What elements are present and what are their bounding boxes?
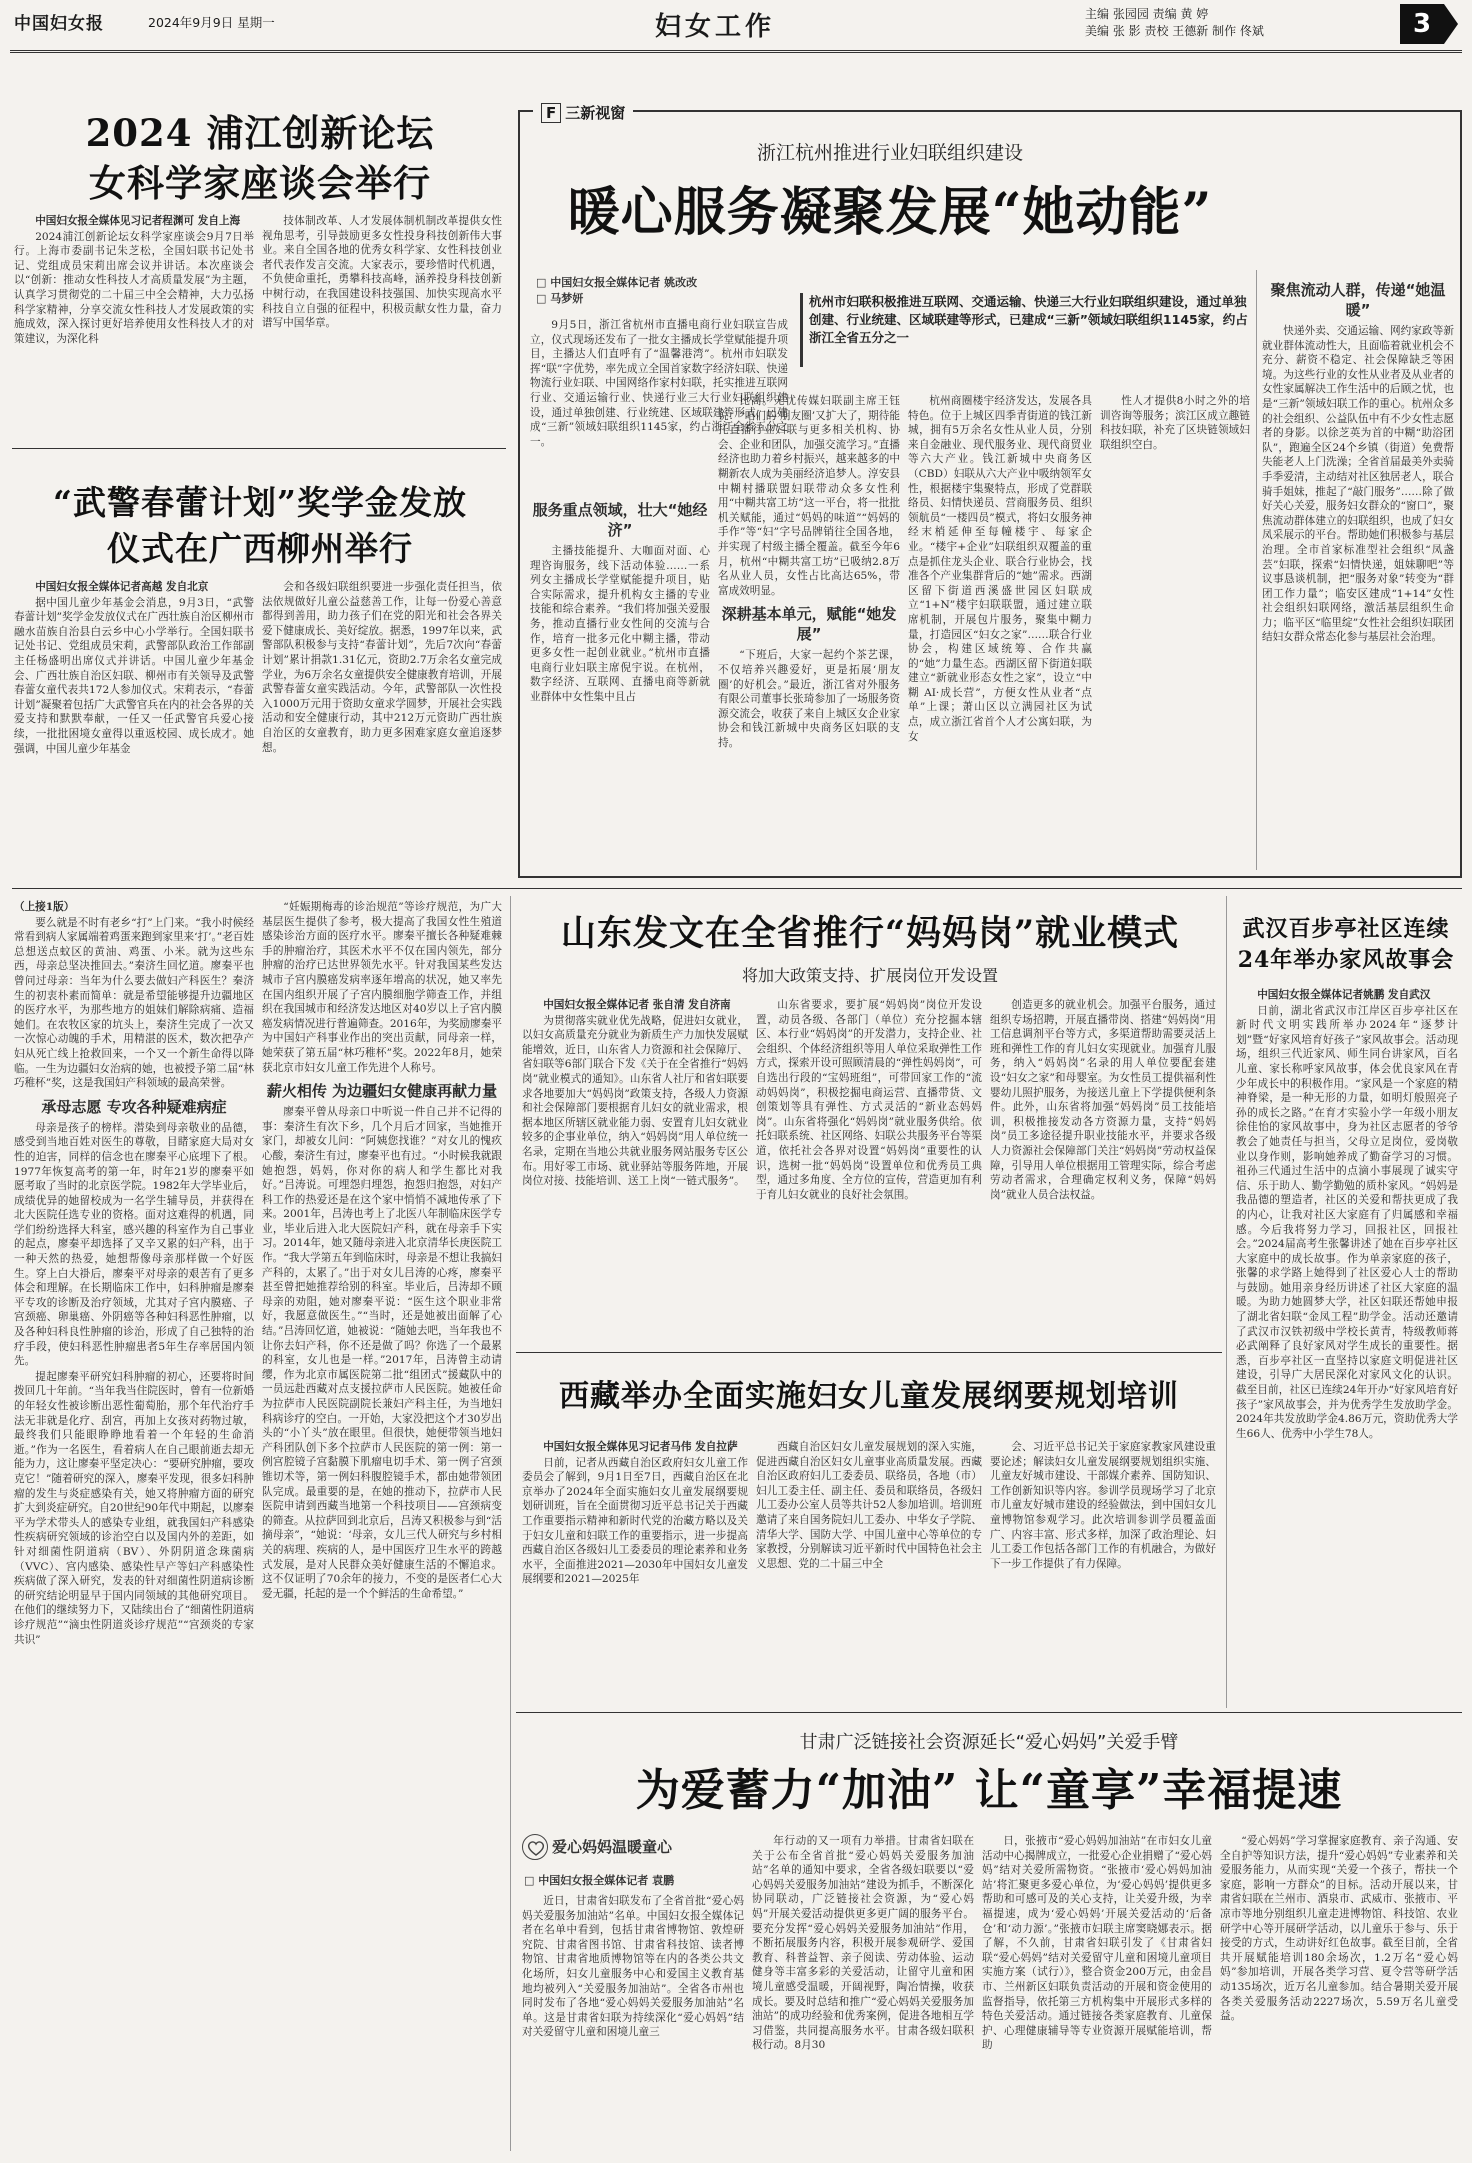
divider [516,1352,1222,1353]
xizang-col-3: 会、习近平总书记关于家庭家教家风建设重要论述；解读妇女儿童发展纲要规划组织实施、儿童友好城市建设、干部媒介素养、国防知识、工作创新知识等内容。参训学员现场学习了北京市儿童友好城市建设的经验做法，到中国妇女儿童博物馆参观学习。此次培训参训学员覆盖面广、内容丰富、形式多样，加深了政治理论、妇儿工委工作包括各部门工作的有机融合，为做好下一步工作提供了有力保障。 [990,1441,1216,1570]
divider [516,1712,1462,1713]
gansu-col-3: 日，张掖市“爱心妈妈加油站”在市妇女儿童活动中心揭牌成立，一批爱心企业捐赠了“爱心妈妈”结对关爱所需物资。“张掖市‘爱心妈妈加油站’将汇聚更多爱心单位，为‘爱心妈妈’提供更多帮助和可感可及的关心支持，让关爱升级，为幸福提速，成为‘爱心妈妈’开展关爱活动的‘后备仓’和‘动力源’。”张掖市妇联主席窦晓娜表示。据了解，不久前，甘肃省妇联引发了《甘肃省妇联“爱心妈妈”结对关爱留守儿童和困境儿童项目实施方案（试行）》，整合资金200万元，由金昌市、兰州新区妇联负责活动的开展和资金使用的监督指导，依托第三方机构集中开展形式多样的特色关爱活动。通过链接各类家庭教育、儿童保护、心理健康辅导等专业资源开展赋能培训，帮助 [982,1835,1212,2052]
continued-subhead-1: 承母志愿 专攻各种疑难病症 [41,1097,227,1116]
shandong-byline: 中国妇女报全媒体记者 张自清 发自济南 [543,999,731,1011]
divider [1256,270,1257,870]
feature-badge: F 三新视窗 [533,102,633,123]
byline-reporter-1: □ 中国妇女报全媒体记者 姚改改 [536,276,698,289]
forum-col-1: 中国妇女报全媒体见习记者程渊可 发自上海 2024浦江创新论坛女科学家座谈会9月7日举行。上海市委副书记朱芝松，全国妇联书记处书记、党组成员宋莉出席会议并讲话。本次座谈会以“创新：推动女性科技人才高质量发展”为主题，认真学习贯彻党的二十届三中全会精神，大力弘扬科学家精神，分享交流女性科技人才发展政策的实施成效，深入探讨更好培养使用女性科技人才的对策建议，为深化科 [14,215,254,345]
feature-headline: 暖心服务凝聚发展“她动能” [567,182,1213,243]
continued-col-1: （上接1版） 要么就是不时有老乡“打”上门来。“我小时候经常看到病人家属端着鸡蛋来跑到家里来‘打’。”老百姓总想送点蚊区的黄油、鸡蛋、小米。就为这些东西，母亲总坚决推回去。”秦济生回忆道。廖秦平也曾问过母亲：当年为什么要去做妇产科医生？秦济生的初衷朴素而简单：就是希望能够提升边疆地区的医疗水平，为那些地方的姐妹们解除病痛、造福她们。在农牧区家的坑头上，秦济生完成了一次又一次惊心动魄的手术，用精湛的医术，数次把孕产妇从死亡线上抢救回来，一个又一个新生命得以降临。一生为边疆妇女治病的她，也被授予第二届“林巧稚杯”奖，这是我国妇产科领域的最高荣誉。 承母志愿 专攻各种疑难病症 母亲是孩子的榜样。潜染到母亲敬业的品德，感受到当地百姓对医生的尊敬，目睹家庭大局对女性的迫害，同样的信念也在廖秦平心底埋下了根。1977年恢复高考的第一年，时年21岁的廖秦平如愿考取了当时的北京医学院。1982年大学毕业后，成绩优异的她留校成为一名学生辅导员，并获得在北大医院任选专业的资格。面对这难得的机遇，同学们纷纷选择大科室，感兴趣的科室作为自己事业的起点，廖秦平却选择了又辛又累的妇产科，出于一种天然的热爱，她想帮像母亲那样做一个好医生。穿上白大褂后，廖秦平对母亲的艰苦有了更多体会和理解。在长期临床工作中，妇科肿瘤是廖秦平专攻的诊断及治疗领域，尤其对子宫内膜癌、子宫颈癌、卵巢癌、外阴癌等各种妇科恶性肿瘤，以及各种妇科良性肿瘤的诊治，形成了自己独特的治疗手段，使妇科恶性肿瘤患者5年生存率居国内领先。 提起廖秦平研究妇科肿瘤的初心，还要将时间拨回几十年前。“当年我当住院医时，曾有一位新婚的年轻女性被诊断出恶性葡萄胎，那个年代治疗手法无非就是化疗、刮宫，再加上女孩对药物过敏，最终我们只能眼睁睁地看着一个年轻的生命消逝。”作为一名医生，看着病人在自己眼前逝去却无能为力，这让廖秦平坚定决心：“要研究肿瘤，要攻克它！”随着研究的深入，廖秦平发现，很多妇科肿瘤的发生与炎症感染有关，她又将肿瘤方面的研究扩大到炎症研究。自20世纪90年代中期起，以廖秦平为学术带头人的感染专业组，就我国妇产科感染性疾病研究领域的诊治空白以及国内外的差距，如针对细菌性阴道病（BV）、外阴阴道念珠菌病（VVC）、宫内感染、感染性早产等妇产科感染性疾病做了深入研究，发表的针对细菌性阴道病诊断的研究结论明显早于国内同领域的其他研究项目。在他们的继续努力下，又陆续出台了“细菌性阴道病诊疗规范”“滴虫性阴道炎诊疗规范”“宫颈炎的专家共识” [14,901,254,1646]
wujing-col-2: 会和各级妇联组织要进一步强化责任担当，依法依规做好儿童公益慈善工作，让每一份爱心善意都得到善用，助力孩子们在党的阳光和社会各界关爱下健康成长、美好绽放。据悉，1997年以来，武警部队积极参与支持“春蕾计划”，先后7次向“春蕾计划”累计捐款1.31亿元，资助2.7万余名女童完成学业，为6万余名女童提供安全健康教育培训，开展武警春蕾女童实践活动。今年，武警部队一次性投入1000万元用于资助女童求学圆梦，开展社会实践活动和安全健康行动，其中212万元资助广西壮族自治区的女童教育，助力更多困难家庭女童追逐梦想。 [262,581,502,754]
section-title: 妇女工作 [655,12,776,42]
feature-subhead-3: 聚焦流动人群，传递“她温暖” [1270,281,1446,319]
feature-intro: 9月5日，浙江省杭州市直播电商行业妇联宣告成立，仪式现场还发布了一批女主播成长学堂赋能提升项目，主播达人们直呼有了“温馨港湾”。杭州市妇联发挥“联”字优势，率先成立全国首家数字经济妇联、快递物流行业妇联、中国网络作家村妇联，托实推进互联网行业、交通运输行业、快递行业三大行业妇联组织建设，通过单独创建、行业统建、区域联建等形式，已建成“三新”领域妇联组织1145家，约占浙江全省五分之一。 [530,319,788,448]
issue-date: 2024年9月9日 星期一 [148,15,275,30]
byline-reporter-2: □ 马梦妍 [536,292,584,305]
feature-col-3: 杭州商圈楼宇经济发达，发展各具特色。位于上城区四季青街道的钱江新城，拥有5万余名女性从业人员，分别来自金融业、现代服务业、现代商贸业等六大产业。钱江新城中央商务区（CBD）妇联从六大产业中吸纳领军女性，根据楼宇集聚特点，形成了党群联络员、妇情快递员、营商服务员、组织领航员“一楼四员”模式，将妇女服务神经末梢延伸至每幢楼宇、每家企业。“楼宇+企业”妇联组织双覆盖的重点是抓住龙头企业、联合行业协会，找准各个产业集群背后的“她”需求。西湖区留下街道西溪盛世园区妇联成立“1+N”楼宇妇联联盟，通过建立联席机制，开展包片服务，聚集中糊力量，打造园区“妇女之家”……联合行业协会，构建区域统筹、合作共赢的“她”力量生态。西湖区留下街道妇联建立“新就业形态女性之家”，设立“中糊 AI·成长营”，方便女性从业者“点单”上课；萧山区以立满园社区为试点，成立浙江省首个人才公寓妇联，为女 [908,395,1092,743]
feature-pull-quote: 杭州市妇联积极推进互联网、交通运输、快递三大行业妇联组织建设，通过单独创建、行业统建、区域联建等形式，已建成“三新”领域妇联组织1145家，约占浙江全省五分之一 [800,293,1248,367]
feature-subhead-1: 服务重点领域，壮大“她经济” [532,501,708,539]
wujing-headline: “武警春蕾计划”奖学金发放 仪式在广西柳州举行 [53,483,467,568]
xizang-col-2: 西藏自治区妇女儿童发展规划的深入实施，促进西藏自治区妇女儿童事业高质量发展。西藏自治区政府妇儿工委委员、联络员，各地（市）妇儿工委主任、副主任、委员和联络员，各级妇儿工委办公室人员等共计52人参加培训。培训班邀请了来自国务院妇儿工委办、中华女子学院、清华大学、国防大学、中国儿童中心等单位的专家教授，分别解读习近平新时代中国特色社会主义思想、党的二十届三中全 [756,1441,982,1570]
gansu-kicker: 甘肃广泛链接社会资源延长“爱心妈妈”关爱手臂 [799,1732,1179,1753]
divider [12,448,506,449]
feature-kicker: 浙江杭州推进行业妇联组织建设 [756,142,1023,164]
shandong-col-1: 中国妇女报全媒体记者 张自清 发自济南 为贯彻落实就业优先战略，促进妇女就业，以妇女高质量充分就业为新质生产力加快发展赋能增效，近日，山东省人力资源和社会保障厅、省妇联等6部门联合下发《关于在全省推行“妈妈岗”就业模式的通知》。山东省人社厅和省妇联要求各地要加大“妈妈岗”政策支持，各级人力资源和社会保障部门要根据育儿妇女的就业需求，根据本地区所辖区就业能力弱、安置育儿妇女就业较多的企事业单位，纳入“妈妈岗”用人单位统一名录，定期在当地公共就业服务网站服务专区公布。用好零工市场、就业驿站等服务阵地，开展岗位对接、技能培训、送工上岗“一链式服务”。 [522,999,748,1188]
divider [1226,896,1227,1708]
wujing-byline: 中国妇女报全媒体记者高越 发自北京 [35,581,209,593]
wuhan-headline: 武汉百步亭社区连续 24年举办家风故事会 [1237,916,1455,973]
feature-subhead-2: 深耕基本单元，赋能“她发展” [721,605,897,644]
masthead-rule [10,50,1462,53]
shandong-col-2: 山东省要求，要扩展“妈妈岗”岗位开发设置，动员各级、各部门（单位）充分挖掘本辖区、本行业“妈妈岗”的开发潜力，支持企业、社会组织、个体经济组织等用人单位采取弹性工作方式，探索开设可照顾清晨的“弹性妈妈岗”，可自选出行段的“宝妈班组”，可带回家工作的“流动妈妈岗”，积极挖掘电商运营、直播带货、文创策划等具有弹性、方式灵活的“新业态妈妈岗”。山东省将强化“妈妈岗”就业服务供给。依托妇联系统、社区网络、妇联公共服务平台等渠道，依托社会各界对设置“妈妈岗”重要性的认识，选树一批“妈妈岗”设置单位和优秀员工典型，通过多角度、全方位的宣传，营造更加有利于育儿妇女就业的良好社会氛围。 [756,999,982,1201]
shandong-headline: 山东发文在全省推行“妈妈岗”就业模式 [560,913,1180,954]
forum-byline: 中国妇女报全媒体见习记者程渊可 发自上海 [35,215,241,227]
gansu-campaign-logo: 爱心妈妈温暖童心 [552,1838,673,1856]
forum-headline: 2024 浦江创新论坛 女科学家座谈会举行 [85,111,435,205]
continued-col-2: “妊娠期梅毒的诊治规范”等诊疗规范，为广大基层医生提供了参考，极大提高了我国女性生殖道感染诊治方面的医疗水平。廖秦平擅长各种疑难棘手的肿瘤治疗，其医术水平不仅在国内领先，部分肿瘤的治疗已达世界领先水平。针对我国某些发达城市子宫内膜癌发病率逐年增高的状况，她又率先在国内组织开展了子宫内膜细胞学筛查工作，并组织在我国城市和经济发达地区对40岁以上子宫内膜癌发病情况进行普遍筛查。2016年，为奖励廖秦平为中国妇产科事业作出的突出贡献，同母亲一样，她荣获了第五届“林巧稚杯”奖。2022年8月，她荣获北京市妇女儿童工作先进个人称号。 薪火相传 为边疆妇女健康再献力量 廖秦平曾从母亲口中听说一件自己并不记得的事：秦济生有次下乡，几个月后才回家，当她推开家门，却被女儿问：“阿姨您找谁？”对女儿的愧疚心酸，秦济生有过，廖秦平也有过。“小时候我就跟她抱怨，妈妈，你对你的病人和学生都比对我好。”吕涛说。可埋怨归埋怨，抱怨归抱怨，对妇产科工作的热爱还是在这个家中悄悄不减地传承了下来。2001年，吕涛也考上了北医八年制临床医学专业，毕业后进入北大医院妇产科，就在母亲手下实习。2014年，她又随母亲进入北京清华长庚医院工作。“我大学第五年到临床时，母亲是不想让我搞妇产科的，太累了。”出于对女儿吕涛的心疼，廖秦平甚至曾把她推荐给别的科室。毕业后，吕涛却不顾母亲的劝阻，她对廖秦平说：“医生这个职业非常好，我愿意做医生。”“当时，还是她被出面解了心结。”吕涛回忆道，她被说：“随她去吧，当年我也不让你去妇产科，你不还是做了吗？你选了一个最累的科室，女儿也是一样。”2017年，吕涛曾主动请缨，作为北京市属医院第二批“组团式”援藏队中的一员远赴西藏对点支援拉萨市人民医院。她被任命为拉萨市人民医院副院长兼妇产科主任，为当地妇科病诊疗的空白。一开始，大家没把这个才30岁出头的“小丫头”放在眼里。但很快，她便带领当地妇产科团队创下多个拉萨市人民医院的第一例：第一例宫腔镜子宫黏膜下肌瘤电切手术、第一例子宫颈锥切术等，第一例妇科腹腔镜手术，都由她带领团队完成。最重要的是，在她的推动下，拉萨市人民医院申请到西藏当地第一个科技项目——宫颈病变的筛查。从拉萨回到北京后，吕涛又积极参与到“活摘母亲”，“她说：‘母亲，女儿三代人研究与乡村相关的病理、疾病的人，是中国医疗卫生水平的跨越式发展，是对人民群众美好健康生活的不懈追求。这不仅证明了70余年的接力，不变的是医者仁心大爱无疆，托起的是一个个鲜活的生命希望。” [262,901,502,1600]
forum-col-2: 技体制改革、人才发展体制机制改革提供女性视角思考，引导鼓励更多女性投身科技创新伟大事业。来自全国各地的优秀女科学家、女性科技创业者代表作发言交流。大家表示，要珍惜时代机遇，不负使命重托，勇攀科技高峰，涵养投身科技创新中树行动，在我国建设科技强国、加快实现高水平科技自立自强的征程中，积极贡献女性力量，奋力谱写中国华章。 [262,215,502,330]
feature-bylines [536,275,697,307]
gansu-col-4: “爱心妈妈”学习掌握家庭教育、亲子沟通、安全自护等知识方法，提升“爱心妈妈”专业素养和关爱服务能力，从而实现“关爱一个孩子，帮扶一个家庭，影响一方群众”的目标。活动开展以来，甘肃省妇联在兰州市、酒泉市、武威市、张掖市、平凉市等地分别组织儿童走进博物馆、科技馆、农业研学中心等开展研学活动，以儿童乐于参与、乐于接受的方式，生动讲好红色故事。截至目前，全省共开展赋能培训180余场次，1.2万名“爱心妈妈”参加培训，开展各类学习营、夏令营等研学活动135场次，近万名儿童参加。结合暑期关爱开展各类关爱服务活动2227场次，5.59万名儿童受益。 [1220,1835,1458,2023]
divider [510,896,511,2151]
feature-col-4: 性人才提供8小时之外的培训咨询等服务；滨江区成立趣链科技妇联，补充了区块链领域妇联组织空白。 [1100,395,1250,451]
heart-hands-icon [522,1834,548,1860]
page-number: 3 [1400,4,1444,44]
badge-f-icon: F [541,103,561,123]
shandong-col-3: 创造更多的就业机会。加强平台服务，通过组织专场招聘，开展直播带岗、搭建“妈妈岗”用工信息调剂平台等方式，多渠道帮助需要灵活上班和弹性工作的育儿妇女实现就业。加强育儿服务，纳入“妈妈岗”名录的用人单位要配套建设“妇女之家”和母婴室。为女性员工提供福利性婴幼儿照护服务，为接送儿童上下学提供便利条件。此外，山东省将加强“妈妈岗”员工技能培训，积极推接发动各方资源力量，支持“妈妈岗”员工多途径提升职业技能水平，并要求各级人力资源社会保障部门关注“妈妈岗”劳动权益保障，引导用人单位根据用工管理实际，综合考虑劳动者需求，合理确定权利义务，保障“妈妈岗”就业人员合法权益。 [990,999,1216,1201]
xizang-byline: 中国妇女报全媒体见习记者马伟 发自拉萨 [543,1441,738,1453]
gansu-col-1: 近日，甘肃省妇联发布了全省首批“爱心妈妈关爱服务加油站”名单。中国妇女报全媒体记者在名单中看到，包括甘肃省博物馆、敦煌研究院、甘肃省图书馆、甘肃省科技馆、读者博物馆、甘肃省地质博物馆等在内的各类公共文化场所，妇女儿童服务中心和爱国主义教育基地均被列入“关爱服务加油站”。全省各市州也同时发布了各地“爱心妈妈关爱服务加油站”名单。这是甘肃省妇联为持续深化“爱心妈妈”结对关爱留守儿童和困境儿童三 [522,1895,744,2039]
gansu-byline: □ 中国妇女报全媒体记者 袁鹏 [524,1874,675,1887]
continued-label: （上接1版） [14,901,75,913]
masthead [0,0,1472,48]
xizang-headline: 西藏举办全面实施妇女儿童发展纲要规划培训 [559,1379,1179,1414]
divider [12,888,1462,889]
feature-col-2: 比高。无忧传媒妇联副主席王钰说：“咱们的‘朋友圈’又扩大了，期待能托直播行业妇联与更多相关机构、协会、企业和团队，加强交流学习。”直播经济也助力着乡村振兴，越来越多的中糊新农人成为美丽经济追梦人。淳安县中糊村播联盟妇联带动众多女性利用“中糊共富工坊”这一平台，将一批批机关赋能，通过“妈妈的味道”“妈妈的手作”等“妇”字号品牌销往全国各地，并实现了村级主播全覆盖。截至今年6月，杭州“中糊共富工坊”已吸纳2.8万名从业人员，女性占比高达65%，带富成效明显。 深耕基本单元，赋能“她发展” “下班后，大家一起约个茶艺课，不仅培养兴趣爱好，更是拓展‘朋友圈’的好机会。”最近，浙江省对外服务有限公司董事长张琦参加了一场服务资源交流会，收获了来自上城区女企业家协会和钱江新城中央商务区妇联的支持。 [718,395,900,749]
gansu-headline: 为爱蓄力“加油” 让“童享”幸福提速 [635,1765,1343,1816]
feature-col-right: 聚焦流动人群，传递“她温暖” 快递外卖、交通运输、网约家政等新就业群体流动性大，且面临着就业机会不充分、薪资不稳定、社会保障缺乏等困境。为这些行业的女性从业者及从业者的女性家属解决工作生活中的后顾之忧，也是“三新”领域妇联工作的重心。杭州众多的社会组织、公益队伍中有不少女性志愿者的身影。以徐芝英为首的中糊“助浴团队”，跑遍全区24个乡镇（街道）免费帮失能老人上门洗澡；全省首届最美外卖骑手季爱清，主动结对社区独居老人，联合骑手姐妹，推起了“敲门服务”……除了做好关心关爱，服务妇女群众的“窗口”，聚焦流动群体建立的妇联组织，也成了妇女凤采展示的平台。帮助她们积极参与基层治理。全市首家标准型社会组织“凤盏芸”妇联，探索“妇情快递，姐妹聊吧”等议事恳谈机制，把“服务对象”转变为“群团工作力量”；临安区建成“1+14”女性社会组织妇联网络，激活基层组织生命力；临平区“临里绽”女性社会组织妇联团结妇女群众常态化参与基层社会治理。 [1262,281,1454,644]
gansu-col-2: 年行动的又一项有力举措。甘肃省妇联在关于公布全省首批“爱心妈妈关爱服务加油站”名单的通知中要求，全省各级妇联要以“爱心妈妈关爱服务加油站”建设为抓手，不断深化协同联动，广泛链接社会资源，为“爱心妈妈”开展关爱活动提供更多更广阔的服务平台。要充分发挥“爱心妈妈关爱服务加油站”作用，不断拓展服务内容，积极开展参观研学、爱国教育、科普益智、亲子阅读、劳动体验、运动健身等丰富多彩的关爱活动，让留守儿童和困境儿童感受温暖，开阔视野，陶冶情操，收获成长。要及时总结和推广“爱心妈妈关爱服务加油站”的成功经验和优秀案例，促进各地相互学习借鉴，共同提高服务水平。甘肃各级妇联积极行动。8月30 [752,1835,974,2052]
heart-icon [523,1835,549,1861]
xizang-col-1: 中国妇女报全媒体见习记者马伟 发自拉萨 日前，记者从西藏自治区政府妇女儿童工作委员会了解到，9月1日至7日，西藏自治区在北京举办了2024年全面实施妇女儿童发展纲要规划研训班，旨在全面贯彻习近平总书记关于西藏工作重要指示精神和新时代党的治藏方略以及关于妇女儿童和妇联工作的重要指示，进一步提高西藏自治区各级妇儿工委委员的理论素养和业务水平，全面推进2021—2030年中国妇女儿童发展纲要和2021—2025年 [522,1441,748,1586]
continued-subhead-2: 薪火相传 为边疆妇女健康再献力量 [266,1082,498,1101]
editor-credits: 主编 张园园 责编 黄 婷 美编 张 影 责校 王德新 制作 佟斌 [1085,7,1264,38]
shandong-kicker: 将加大政策支持、扩展岗位开发设置 [741,966,998,985]
wujing-col-1: 中国妇女报全媒体记者高越 发自北京 据中国儿童少年基金会消息，9月3日，“武警春蕾计划”奖学金发放仪式在广西壮族自治区柳州市融水苗族自治县白云乡中心小学举行。全国妇联书记处书记、党组成员宋莉，武警部队政治工作部副主任杨盛明出席仪式并讲话。中国儿童少年基金会、广西壮族自治区妇联、柳州市有关领导及武警春蕾女童代表共172人参加仪式。宋莉表示，“春蕾计划”凝聚着包括广大武警官兵在内的社会各界的关爱支持和默默奉献，一任又一任武警官兵爱心接续，一批批困境女童得以重返校园、成长成才。她强调，中国儿童少年基金 [14,581,254,755]
wuhan-byline: 中国妇女报全媒体记者姚鹏 发自武汉 [1257,989,1431,1001]
wuhan-body: 中国妇女报全媒体记者姚鹏 发自武汉 日前，湖北省武汉市江岸区百步亭社区在新时代文明实践所举办2024年“逐梦计划”暨“好家风培育好孩子”家风故事会。活动现场，组织三代近家风、师生同台讲家风，百名儿童、家长称呼家风故事，体会优良家风在青少年成长中的积极作用。“家风是一个家庭的精神脊梁，是一种无形的力量，如明灯般照亮子孙的成长之路。”在育才实验小学一年级小朋友徐佳怡的家风故事中，身为社区志愿者的爷爷教会了她责任与担当，父母立足岗位，爱岗敬业以身作则，影响她养成了勤奋学习的习惯。祖孙三代通过生活中的点滴小事展现了诚实守信、乐于助人、勤学勤勉的质朴家风。“妈妈是我品德的塑造者，社区的关爱和帮扶更成了我的内心，让我对社区大家庭有了归属感和幸福感。今后我将努力学习，回报社区，回报社会。”2024届高考生张馨讲述了她在百步亭社区大家庭中的成长故事。作为单亲家庭的孩子，张馨的求学路上她得到了社区爱心人士的帮助与鼓励。她用亲身经历讲述了社区大家庭的温暖。为助力她圆梦大学，社区妇联还帮她申报了湖北省妇联“金凤工程”助学金。活动还邀请了武汉市汉铁初级中学校长黄青，特级教师蒋必武阐释了良好家风对学生成长的重要性。据悉，百步亭社区一直坚持以家庭文明促进社区建设，引导广大居民深化对家风文化的认识。截至目前，社区已连续24年开办“好家风培育好孩子”家风故事会，并为优秀学生发放助学金。2024年共发放助学金4.86万元，资助优秀大学生66人、优秀中小学生78人。 [1236,989,1458,1440]
feature-col-1: 服务重点领域，壮大“她经济” 主播技能提升、大咖面对面、心理咨询服务，线下活动体验……一系列女主播成长学堂赋能提升项目，贴合实际需求，提升机构女主播的专业技能和综合素养。“我们将加强关爱服务，推动直播行业女性间的交流与合作，培育一批多元化中糊主播，带动更多女性一起创业就业。”杭州市直播电商行业妇联主席倪宇说。在杭州，数字经济、互联网、直播电商等新就业群体中女性集中且占 [530,501,710,703]
newspaper-logo: 中国妇女报 [14,14,104,34]
page-arrow-icon [1444,4,1458,44]
